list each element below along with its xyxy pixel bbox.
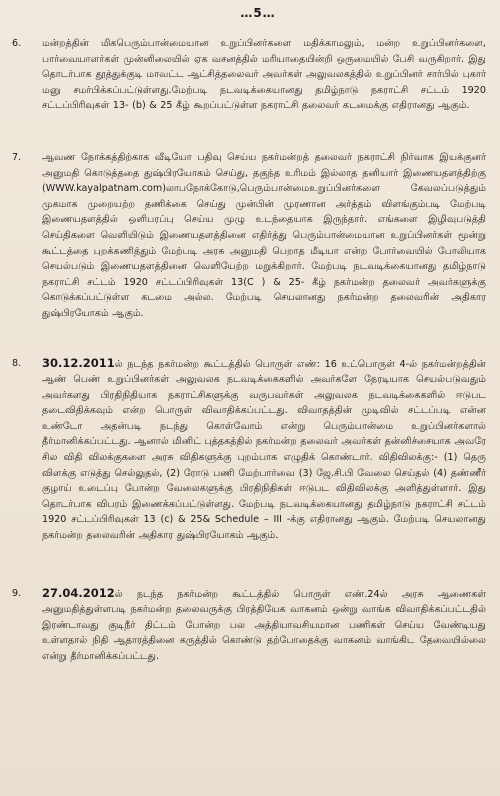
item-number: 6. <box>12 38 22 49</box>
list-item-6 <box>10 36 486 114</box>
item-number: 8. <box>12 357 22 369</box>
list-item-9 <box>10 586 486 665</box>
meeting-date: 27.04.2012 <box>42 585 115 600</box>
meeting-date: 30.12.2011 <box>42 355 115 370</box>
item-number: 9. <box>12 587 22 599</box>
list-item-7 <box>10 150 486 322</box>
item-text: மன்றத்தின் மிகபெரும்பான்மையான உறுப்பினர்களை மதிக்காமலும், மன்ற உறுப்பினர்களை, பார்வையாளர்கள் முன்னிலையில் ஏக வசனத்தில் மரியாதையின்றி ஒருமையில் பேசி வருகிறார். இது தொடர்பாக தூத்துக்குடி மாவட்ட ஆட்சித்தலைவர் அவர்கள் அலுவலகத்தில் உறுப்பினர் சார்பில் புகார் மனு சமர்பிக்கப்பட்டுள்ளது.மேற்படி நடவடிக்கையானது தமிழ்நாடு நகராட்சி சட்டம் 1920 சட்டப்பிரிவுகள் 13- (b) & 25 கீழ் கூறப்பட்டுள்ள நகராட்சி தலைவர் கடமைக்கு எதிரானது ஆகும். <box>42 38 486 112</box>
item-text <box>42 356 486 544</box>
list-item-8 <box>10 356 486 544</box>
item-text <box>42 586 486 665</box>
item-body: ல் நடந்த நகர்மன்ற கூட்டத்தில் பொருள் எண்: 16 உட்பொருள் 4-ல் நகர்மன்றத்தின் ஆண் பெண் உறுப்பினர்கள் அலுவலக நடவடிக்கைகளில் அவர்களே நேரடியாக செயல்படுவதும் அவர்களது பிரதிநிதியாக நகராட்சிகளுக்கு வருபவர்கள் அலுவலக நடவடிக்கைகளில் ஈடுபட தடைவிதிக்கவும் என்ற பொருள் விவாதிக்கப்பட்டது. விவாதத்தின் முடிவில் சட்டப்படி என்ன உண்டோ அதன்படி நடந்து கொள்வோம் என்று பெரும்பான்மை உறுப்பினர்களால் தீர்மானிக்கப்பட்டது. ஆனால் மினிட் புத்தகத்தில் நகர்மன்ற தலைவர் அவர்கள் தன்னிச்சையாக அவரே சில விதி விலக்குகளை அரசு விதிகளுக்கு புறம்பாக எழுதிக் கொண்டார். விதிவிலக்கு:- (1) தெரு விளக்கு எடுத்து செல்லுதல், (2) ரோடு பணி மேற்பார்வை (3) ஜே.சி.பி வேலை செய்தல் (4) தண்ணீர் குழாய் உடைப்பு போன்ற வேலைகளுக்கு பிரதிநிதிகள் ஈடுபட விதிவிலக்கு அளித்துள்ளார். இது தொடர்பாக விபரம் இணைக்கப்பட்டுள்ளது. மேற்படி நடவடிக்கையானது தமிழ்நாடு நகராட்சி சட்டம் 1920 சட்டப்பிரிவுகள் 13 (c) & 25& Schedule – III -க்கு எதிரானது ஆகும். மேற்படி செயலானது நகர்மன்ற தலைவரின் அதிகார துஷ்பிரயோகம் ஆகும். <box>42 358 486 542</box>
item-body: ல் நடந்த நகர்மன்ற கூட்டத்தில் பொருள் எண்.24ல் அரசு ஆணைகள் அனுமதித்துள்ளபடி நகர்மன்ற தலைவருக்கு பிரத்தியேக வாகனம் ஒன்று வாங்க விவாதிக்கப்பட்டதில் இரண்டாவது குடிநீர் திட்டம் போன்ற பல அத்தியாவசியமான பணிகள் செய்ய வேண்டியது உள்ளதால் நிதி ஆதாரத்தினை கருத்தில் கொண்டு தற்போதைக்கு வாகனம் வாங்கிட தேவையில்லை என்று தீர்மானிக்கப்பட்டது. <box>42 588 486 662</box>
item-number: 7. <box>12 151 22 163</box>
item-text: ஆவண நோக்கத்திற்காக வீடியோ பதிவு செய்ய நகர்மன்றத் தலைவர் நகராட்சி நிர்வாக இயக்குனர் அனுமதி கொடுத்ததை துஷ்பிரயோகம் செய்து, தகுந்த உரிமம் இல்லாத தனியார் இணையதளத்திற்கு (WWW.kayalpatnam.com)லாபநோக்கோடு,பெரும்பான்மைஉறுப்பினர்களை கேவலப்படுத்தும் முகமாக முறையற்ற தணிக்கை செய்து முன்பின் முரணான அர்த்தம் விளங்கும்படி மேற்படி இணையதளத்தில் ஒளிபரப்பு செய்ய முழு உடந்தையாக இருந்தார். எங்களை இழிவுபடுத்தி செய்திகளை வெளியிடும் இணையதளத்தினை எதிர்த்து பெரும்பான்மையான உறுப்பினர்கள் மூன்று கூட்டத்தை புறக்கணித்தும் மேற்படி அரசு அனுமதி பெறாத மீடியா என்ற போர்வையில் போலியாக செயல்படும் இணையதளத்தினை வெளியேற்ற மறுக்கிறார். மேற்படி நடவடிக்கையானது தமிழ்நாடு நகராட்சி சட்டம் 1920 சட்டப்பிரிவுகள் 13(C ) & 25- கீழ் நகர்மன்ற தலைவர் அவர்களுக்கு கொடுக்கப்பட்டுள்ள கடமை அல்ல. மேற்படி செயலானது நகர்மன்ற தலைவரின் அதிகார துஷ்பிரயோகம் ஆகும். <box>42 151 486 319</box>
page-number: …5… <box>240 6 276 20</box>
